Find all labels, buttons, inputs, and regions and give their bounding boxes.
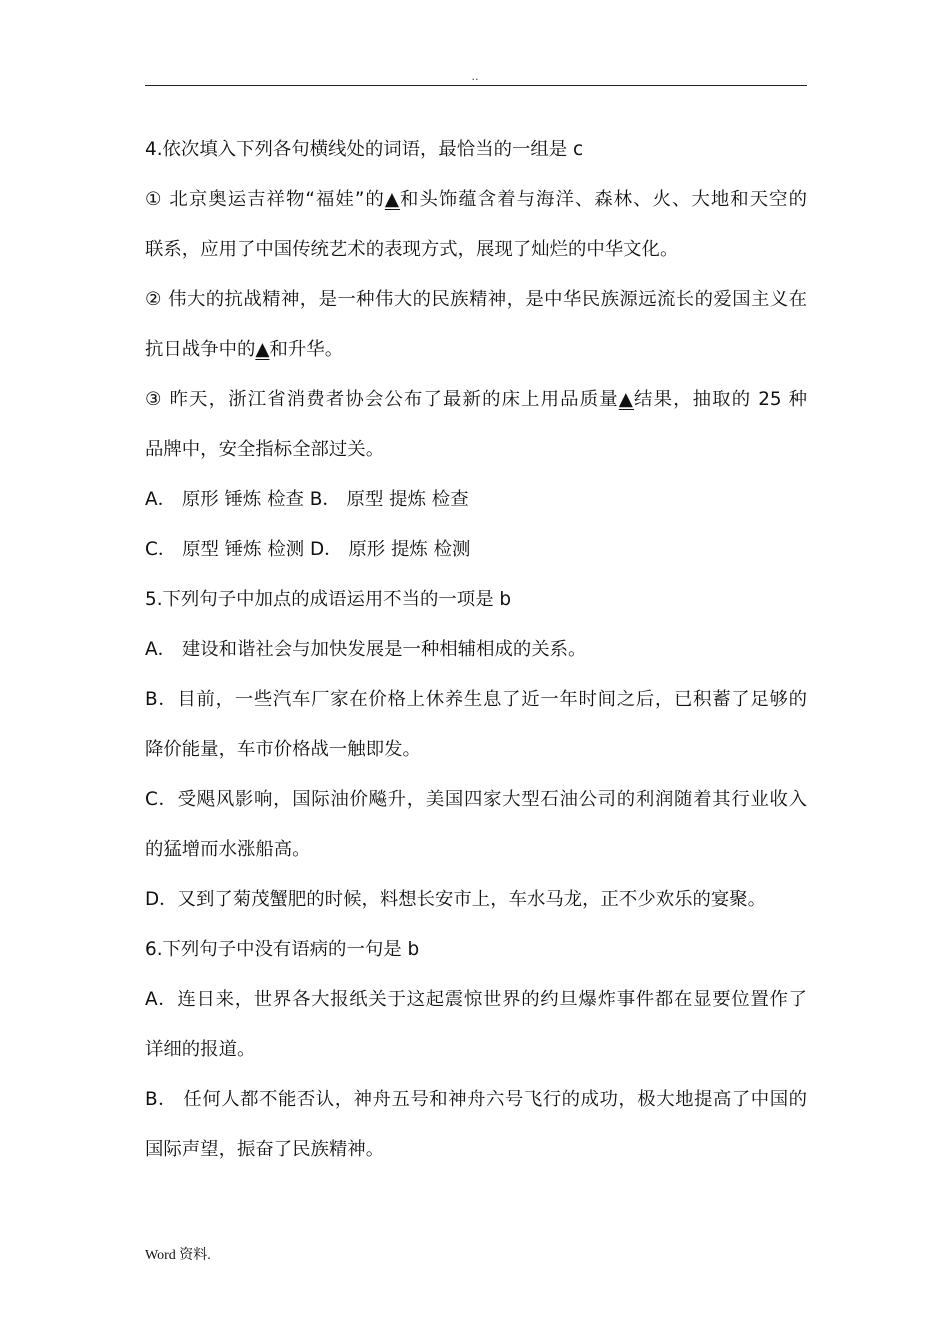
sentence-1-blank: ▲ [384, 189, 401, 210]
question-5-option-b-line-1: B．目前，一些汽车厂家在价格上休养生息了近一年时间之后，已积蓄了足够的 [145, 689, 807, 710]
sentence-2-text-b: 抗日战争中的 [145, 339, 256, 360]
question-4-sentence-2-line-2 [145, 325, 807, 375]
question-4-sentence-1-line-2: 联系，应用了中国传统艺术的表现方式，展现了灿烂的中华文化。 [145, 239, 679, 260]
page-footer: Word 资料. [145, 1248, 211, 1263]
sentence-3-blank: ▲ [618, 389, 635, 410]
header-rule [145, 85, 807, 86]
question-5-stem: 5.下列句子中加点的成语运用不当的一项是 b [145, 589, 512, 610]
sentence-2-blank: ▲ [255, 339, 270, 360]
document-body [145, 125, 807, 1175]
page-header-mark: .. [471, 70, 479, 83]
sentence-1-text-a: ① 北京奥运吉祥物“福娃”的 [145, 189, 385, 210]
sentence-3-text-b: 结果，抽取的 25 种 [634, 389, 807, 410]
sentence-1-text-b: 和头饰蕴含着与海洋、森林、火、大地和天空的 [400, 189, 807, 210]
question-6-option-b-line-2: 国际声望，振奋了民族精神。 [145, 1139, 385, 1160]
question-4-options-ab: A． 原形 锤炼 检查 B． 原型 提炼 检查 [145, 489, 469, 510]
question-6-stem: 6.下列句子中没有语病的一句是 b [145, 939, 420, 960]
question-5-option-b-line-2: 降价能量，车市价格战一触即发。 [145, 739, 421, 760]
question-6-option-a-line-1: A．连日来，世界各大报纸关于这起震惊世界的约旦爆炸事件都在显要位置作了 [145, 989, 807, 1010]
question-5-option-a: A． 建设和谐社会与加快发展是一种相辅相成的关系。 [145, 639, 587, 660]
question-4-sentence-2-line-1: ② 伟大的抗战精神，是一种伟大的民族精神，是中华民族源远流长的爱国主义在 [145, 289, 807, 310]
question-5-option-c-line-1: C．受飓风影响，国际油价飚升，美国四家大型石油公司的利润随着其行业收入 [145, 789, 807, 810]
sentence-3-text-a: ③ 昨天，浙江省消费者协会公布了最新的床上用品质量 [145, 389, 619, 410]
question-6-option-b-line-1: B． 任何人都不能否认，神舟五号和神舟六号飞行的成功，极大地提高了中国的 [145, 1089, 807, 1110]
question-4-sentence-3-line-1 [145, 375, 807, 425]
question-5-option-d: D．又到了菊茂蟹肥的时候，料想长安市上，车水马龙，正不少欢乐的宴聚。 [145, 889, 767, 910]
question-4-options-cd: C． 原型 锤炼 检测 D． 原形 提炼 检测 [145, 539, 471, 560]
question-4-sentence-3-line-2: 品牌中，安全指标全部过关。 [145, 439, 385, 460]
question-4-stem: 4.依次填入下列各句横线处的词语，最恰当的一组是 c [145, 139, 584, 160]
question-4-sentence-1-line-1 [145, 175, 807, 225]
sentence-2-text-c: 和升华。 [269, 339, 344, 360]
question-6-option-a-line-2: 详细的报道。 [145, 1039, 256, 1060]
question-5-option-c-line-2: 的猛增而水涨船高。 [145, 839, 311, 860]
